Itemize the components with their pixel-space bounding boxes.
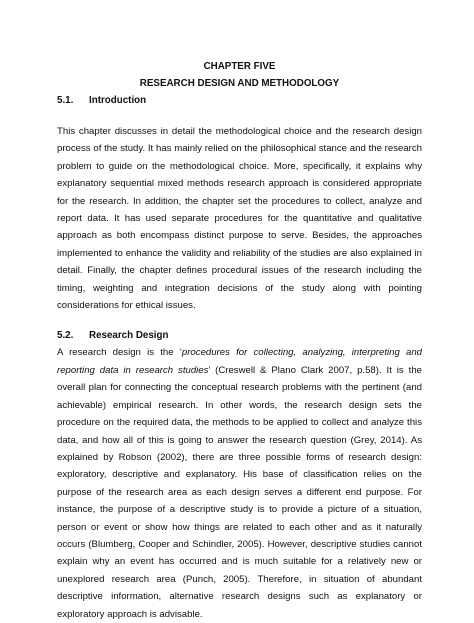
section-spacing xyxy=(57,314,422,327)
research-design-section xyxy=(57,327,422,623)
introduction-heading-text: Introduction xyxy=(89,95,147,106)
introduction-section xyxy=(57,92,422,314)
research-design-definition-quote: procedures for collecting, analyzing, interpreting and reporting data in research studies xyxy=(57,347,422,376)
introduction-heading xyxy=(57,92,422,109)
research-design-lead-text: A research design is the ‘ xyxy=(57,347,182,359)
introduction-section-number: 5.1. xyxy=(57,95,74,106)
research-design-paragraph xyxy=(57,344,422,623)
research-design-section-number: 5.2. xyxy=(57,330,74,342)
research-design-body-text: ’ (Creswell & Plano Clark 2007, p.58). It is the overall plan for connecting the conceptual research problems with the pertinent (and achievable) empirical research. In other words, the research design sets the procedure on the required data, the methods to be applied to collect and analyze this data, and how all of this is going to answer the research question (Grey, 2014). As explained by Robson (2002), there are three possible forms of research design: exploratory, descriptive and explanatory. His base of classification relies on the purpose of the research area as each design serves a different end purpose. For instance, the purpose of a descriptive study is to provide a picture of a situation, person or event or show how things are related to each other and as it naturally occurs (Blumberg, Cooper and Schindler, 2005). However, descriptive studies cannot explain why an event has occurred and is much suitable for a relatively new or unexplored research area (Punch, 2005). Therefore, in situation of abundant descriptive information, alternative research designs such as explanatory or exploratory approach is advisable. xyxy=(57,364,422,620)
introduction-spacing xyxy=(57,109,422,123)
chapter-number-line: CHAPTER FIVE xyxy=(203,61,276,72)
page-content xyxy=(57,58,422,623)
chapter-title: RESEARCH DESIGN AND METHODOLOGY xyxy=(139,78,340,89)
introduction-paragraph: This chapter discusses in detail the methodological choice and the research design process of the study. It has mainly relied on the philosophical stance and the research problem to guide on the methodological choice. More, specifically, it explains why explanatory sequential mixed methods research approach is considered appropriate for the research. In addition, the chapter set the procedures to collect, analyze and report data. It has used separate procedures for the quantitative and qualitative approach as both encompass distinct purpose to serve. Besides, the approaches implemented to enhance the validity and reliability of the studies are also explained in detail. Finally, the chapter defines procedural issues of the research including the timing, weighting and integration decisions of the study along with pointing considerations for ethical issues. xyxy=(57,126,422,312)
research-design-heading xyxy=(57,327,422,344)
research-design-heading-text: Research Design xyxy=(89,330,169,342)
